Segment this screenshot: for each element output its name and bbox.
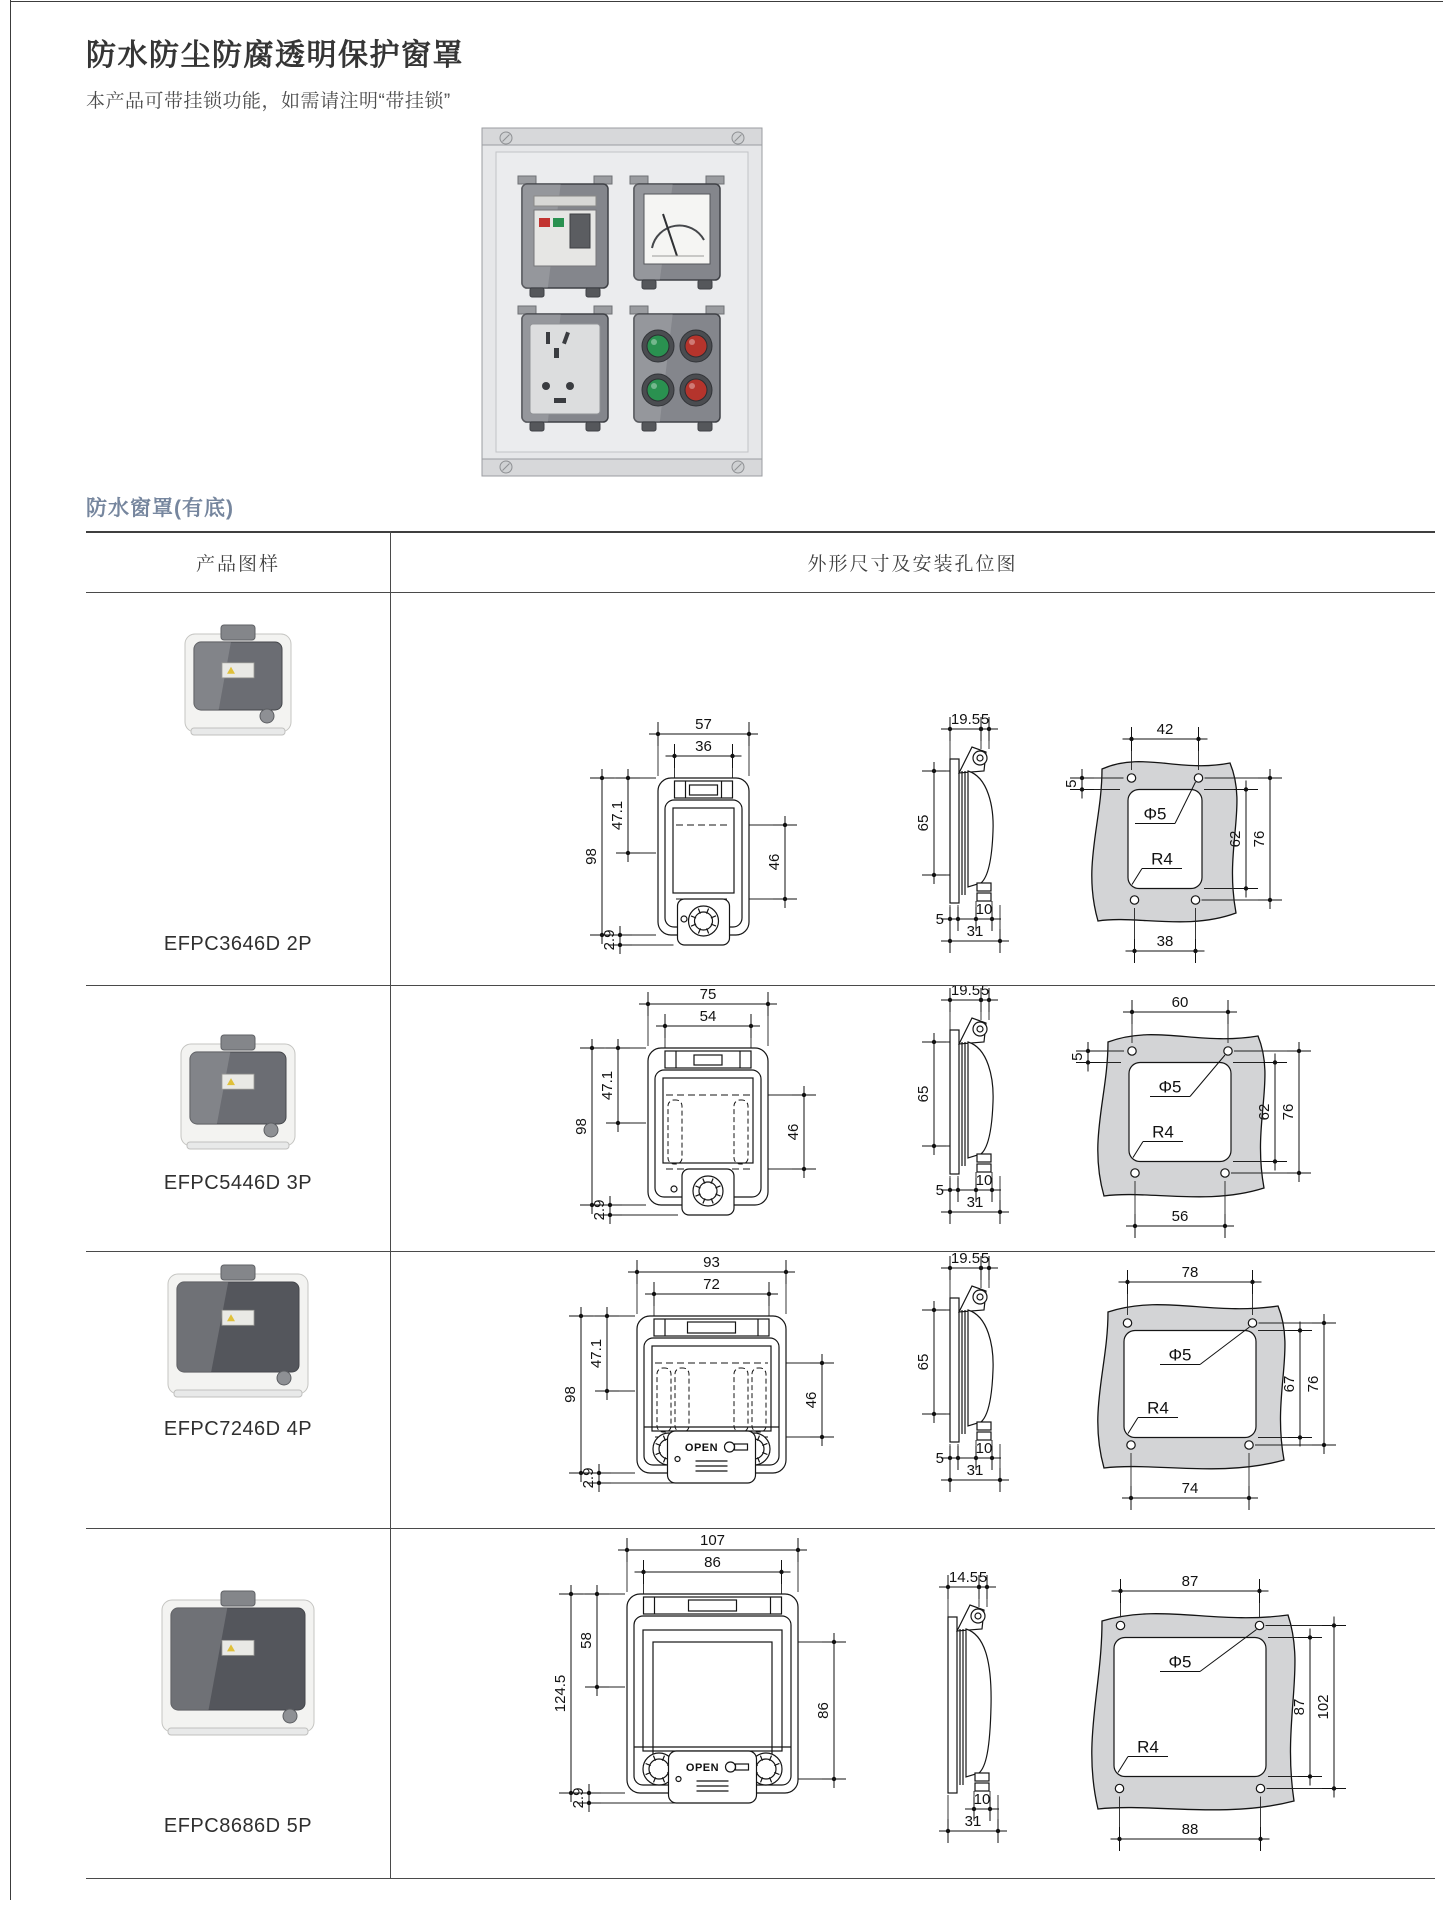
table-bottom-rule [86, 1878, 1435, 1879]
svg-text:47.1: 47.1 [609, 800, 626, 831]
svg-text:76: 76 [1280, 1103, 1297, 1121]
svg-text:2.9: 2.9 [591, 1199, 608, 1221]
model-label: EFPC3646D 2P [163, 933, 313, 955]
svg-text:31: 31 [966, 1462, 984, 1479]
product-thumb-efpc8686d [156, 1588, 320, 1747]
svg-text:5: 5 [1069, 1052, 1086, 1061]
svg-text:86: 86 [704, 1554, 721, 1571]
svg-text:Φ5: Φ5 [1158, 1077, 1182, 1097]
svg-text:R4: R4 [1147, 1398, 1169, 1418]
svg-text:98: 98 [573, 1118, 590, 1135]
model-label: EFPC8686D 5P [163, 1815, 313, 1837]
page-subtitle: 本产品可带挂锁功能，如需请注明“带挂锁” [86, 91, 451, 112]
page-title: 防水防尘防腐透明保护窗罩 [86, 39, 464, 72]
svg-text:5: 5 [935, 911, 944, 928]
svg-text:42: 42 [1156, 721, 1174, 738]
svg-text:65: 65 [915, 1085, 932, 1103]
svg-text:19.5: 19.5 [950, 711, 981, 728]
svg-text:74: 74 [1181, 1480, 1199, 1497]
dimension-diagram-efpc7246d [390, 1252, 1435, 1528]
svg-text:Φ5: Φ5 [1143, 804, 1167, 824]
svg-text:65: 65 [915, 814, 932, 832]
svg-text:31: 31 [966, 923, 984, 940]
svg-text:OPEN: OPEN [685, 1762, 720, 1774]
svg-text:88: 88 [1181, 1821, 1199, 1838]
col-header-dimensions: 外形尺寸及安装孔位图 [807, 554, 1018, 575]
svg-text:OPEN: OPEN [684, 1442, 719, 1454]
svg-text:5: 5 [980, 986, 990, 999]
svg-text:87: 87 [1291, 1698, 1308, 1716]
svg-text:10: 10 [975, 1172, 993, 1189]
dimension-diagram-efpc5446d [390, 986, 1435, 1251]
svg-text:Φ5: Φ5 [1168, 1652, 1192, 1672]
svg-text:46: 46 [803, 1391, 820, 1409]
svg-text:5: 5 [935, 1182, 944, 1199]
svg-text:19.5: 19.5 [950, 986, 981, 999]
svg-text:46: 46 [766, 853, 783, 871]
svg-text:36: 36 [695, 738, 712, 755]
page-border-top [10, 1, 1443, 2]
svg-text:102: 102 [1315, 1694, 1332, 1720]
svg-text:124.5: 124.5 [552, 1674, 569, 1713]
svg-text:76: 76 [1305, 1375, 1322, 1393]
product-thumb-efpc5446d [175, 1032, 301, 1161]
svg-text:2.9: 2.9 [601, 929, 618, 951]
table-top-rule [86, 531, 1435, 533]
svg-text:62: 62 [1227, 830, 1244, 848]
svg-text:78: 78 [1181, 1264, 1199, 1281]
svg-text:10: 10 [975, 1440, 993, 1457]
svg-text:R4: R4 [1152, 1122, 1174, 1142]
svg-text:10: 10 [975, 901, 993, 918]
svg-text:87: 87 [1181, 1573, 1199, 1590]
svg-text:56: 56 [1171, 1208, 1189, 1225]
svg-text:62: 62 [1256, 1103, 1273, 1121]
product-thumb-efpc3646d [179, 622, 297, 747]
svg-text:93: 93 [703, 1254, 720, 1271]
svg-text:98: 98 [583, 848, 600, 865]
svg-text:75: 75 [699, 986, 717, 1003]
svg-text:47.1: 47.1 [588, 1338, 605, 1369]
svg-text:Φ5: Φ5 [1168, 1345, 1192, 1365]
svg-text:10: 10 [973, 1791, 991, 1808]
svg-text:5: 5 [980, 1252, 990, 1267]
svg-text:98: 98 [562, 1386, 579, 1403]
svg-text:31: 31 [964, 1813, 982, 1830]
model-label: EFPC7246D 4P [163, 1418, 313, 1440]
model-label: EFPC5446D 3P [163, 1172, 313, 1194]
product-thumb-efpc7246d [162, 1262, 314, 1409]
page-border-left [10, 0, 11, 1900]
svg-text:2.9: 2.9 [580, 1467, 597, 1489]
svg-text:107: 107 [699, 1532, 726, 1549]
dimension-diagram-efpc8686d [390, 1529, 1435, 1878]
svg-text:47.1: 47.1 [599, 1070, 616, 1101]
dimension-diagram-efpc3646d [390, 593, 1435, 985]
section-title: 防水窗罩(有底) [86, 497, 234, 520]
svg-text:31: 31 [966, 1194, 984, 1211]
col-header-product-image: 产品图样 [195, 554, 280, 575]
svg-text:60: 60 [1171, 994, 1189, 1011]
svg-text:58: 58 [578, 1632, 595, 1649]
svg-text:5: 5 [935, 1450, 944, 1467]
svg-text:5: 5 [980, 711, 990, 728]
svg-text:38: 38 [1156, 933, 1174, 950]
svg-text:2.9: 2.9 [570, 1787, 587, 1809]
svg-text:65: 65 [915, 1353, 932, 1371]
svg-text:5: 5 [978, 1569, 988, 1586]
svg-text:46: 46 [785, 1123, 802, 1141]
svg-text:19.5: 19.5 [950, 1252, 981, 1267]
svg-text:R4: R4 [1151, 849, 1173, 869]
svg-text:86: 86 [815, 1702, 832, 1719]
svg-text:54: 54 [699, 1008, 717, 1025]
svg-text:76: 76 [1251, 830, 1268, 848]
svg-text:72: 72 [703, 1276, 720, 1293]
svg-text:57: 57 [695, 716, 712, 733]
product-photo [466, 118, 778, 491]
svg-text:5: 5 [1063, 779, 1080, 788]
svg-text:R4: R4 [1137, 1737, 1159, 1757]
svg-text:14.5: 14.5 [948, 1569, 979, 1586]
svg-text:67: 67 [1281, 1375, 1298, 1393]
